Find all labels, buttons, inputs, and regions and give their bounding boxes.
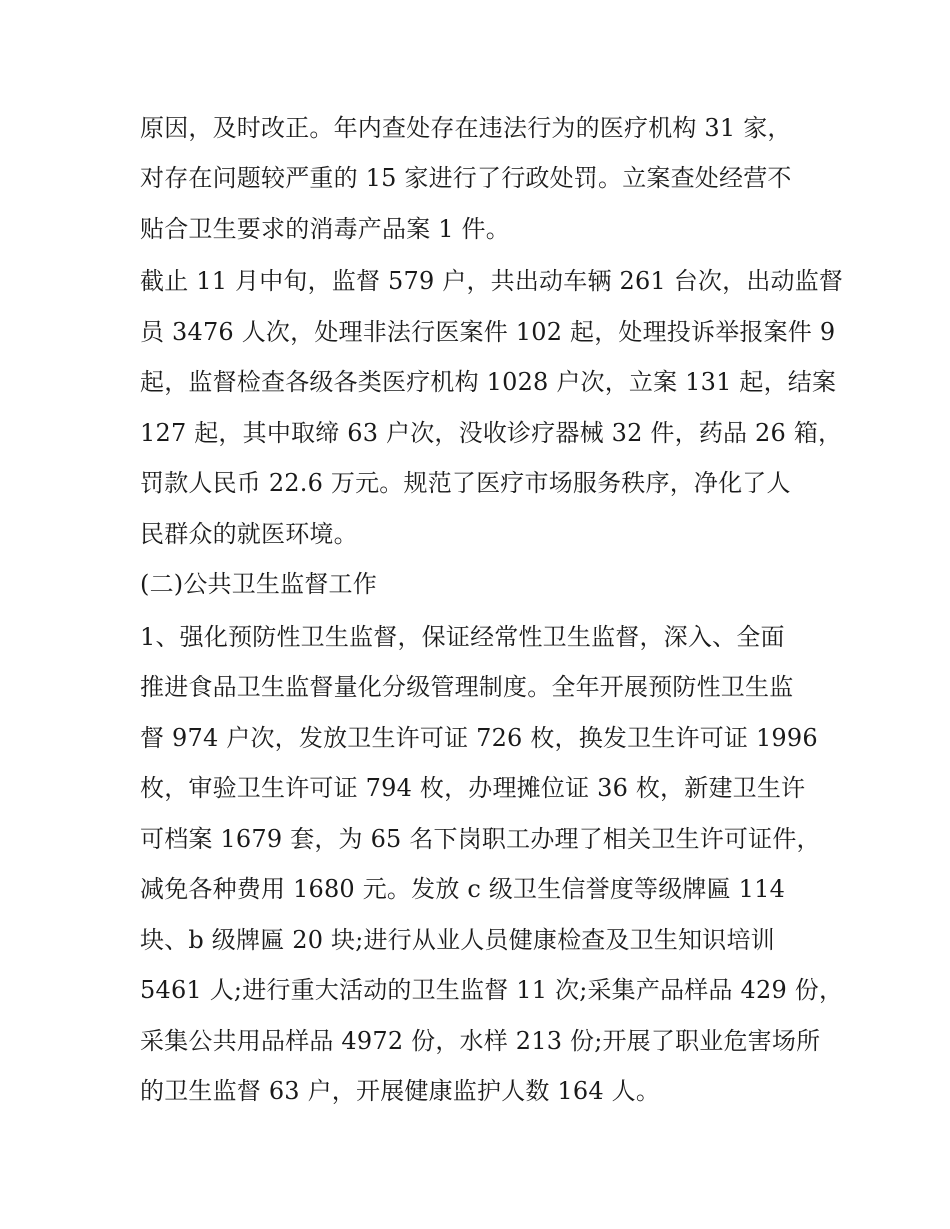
text-line-17: 块、b 级牌匾 20 块;进行从业人员健康检查及卫生知识培训 (140, 926, 775, 954)
text-line-8: 罚款人民币 22.6 万元。规范了医疗市场服务秩序，净化了人 (140, 469, 791, 497)
text-line-1: 原因，及时改正。年内查处存在违法行为的医疗机构 31 家， (140, 114, 792, 142)
text-line-18: 5461 人;进行重大活动的卫生监督 11 次;采集产品样品 429 份， (140, 976, 844, 1004)
text-line-7: 127 起，其中取缔 63 户次，没收诊疗器械 32 件，药品 26 箱， (140, 419, 843, 447)
text-line-5: 员 3476 人次，处理非法行医案件 102 起，处理投诉举报案件 9 (140, 318, 836, 346)
text-line-14: 枚，审验卫生许可证 794 枚，办理摊位证 36 枚，新建卫生许 (140, 774, 806, 802)
text-line-13: 督 974 户次，发放卫生许可证 726 枚，换发卫生许可证 1996 (140, 724, 818, 752)
text-line-2: 对存在问题较严重的 15 家进行了行政处罚。立案查处经营不 (140, 164, 792, 192)
text-line-9: 民群众的就医环境。 (140, 520, 358, 548)
section-heading: (二)公共卫生监督工作 (140, 570, 377, 598)
text-line-6: 起，监督检查各级各类医疗机构 1028 户次，立案 131 起，结案 (140, 368, 837, 396)
text-line-11: 1、强化预防性卫生监督，保证经常性卫生监督，深入、全面 (140, 623, 785, 651)
text-line-4: 截止 11 月中旬，监督 579 户，共出动车辆 261 台次，出动监督 (140, 267, 844, 295)
text-line-19: 采集公共用品样品 4972 份，水样 213 份;开展了职业危害场所 (140, 1027, 821, 1055)
text-line-3: 贴合卫生要求的消毒产品案 1 件。 (140, 215, 510, 243)
text-line-20: 的卫生监督 63 户，开展健康监护人数 164 人。 (140, 1077, 661, 1105)
text-line-16: 减免各种费用 1680 元。发放 c 级卫生信誉度等级牌匾 114 (140, 875, 786, 903)
text-line-12: 推进食品卫生监督量化分级管理制度。全年开展预防性卫生监 (140, 673, 794, 701)
text-line-15: 可档案 1679 套，为 65 名下岗职工办理了相关卫生许可证件， (140, 825, 821, 853)
